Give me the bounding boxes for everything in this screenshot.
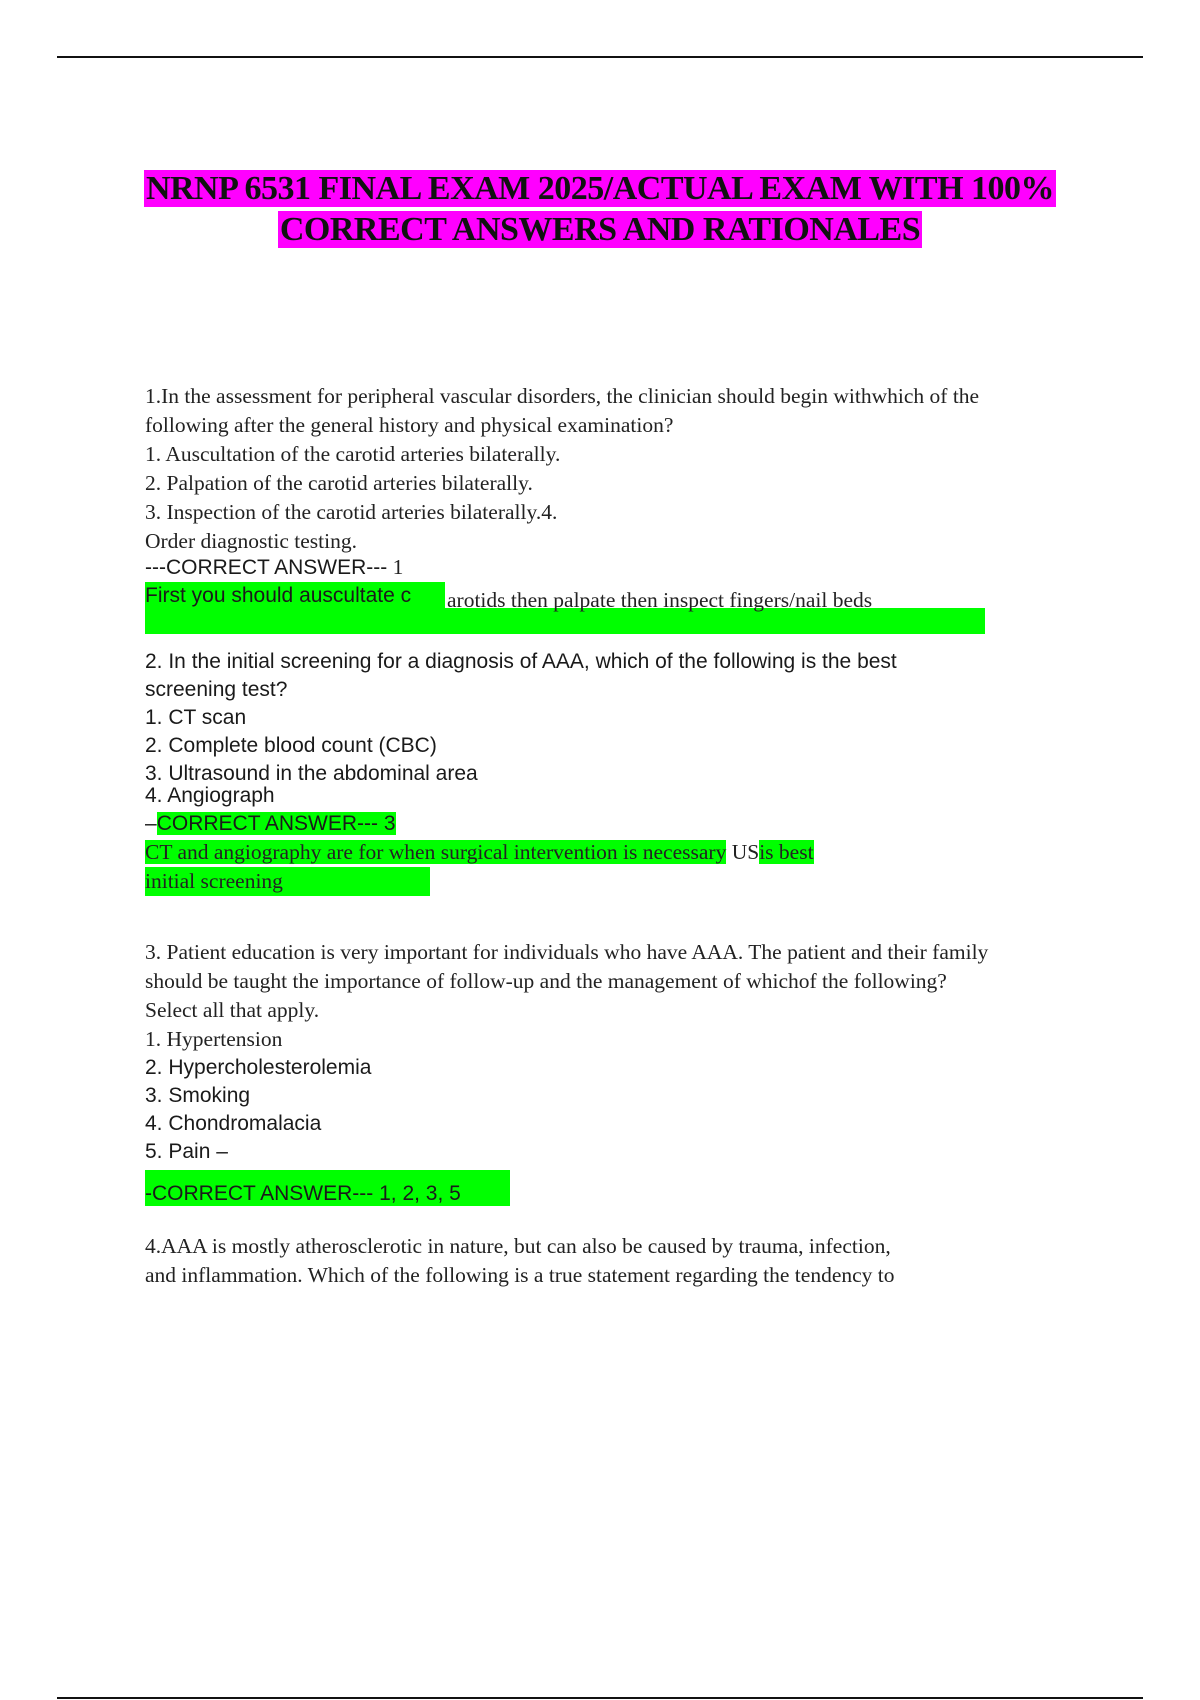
rationale: [145, 867, 1085, 896]
rationale: [145, 582, 985, 634]
rationale: [145, 838, 1085, 867]
bottom-rule: [57, 1697, 1143, 1699]
answer-dash: –: [145, 812, 157, 835]
answer-option: 3. Ultrasound in the abdominal area: [145, 762, 478, 785]
correct-answer: -CORRECT ANSWER--- 1, 2, 3, 5: [145, 1170, 510, 1206]
correct-answer-label: ---CORRECT ANSWER---: [145, 556, 388, 579]
rationale-text: US: [731, 840, 760, 864]
question-stem: 3. Patient education is very important for individuals who have AAA. The patient and their family: [145, 940, 989, 964]
answer-option: 3. Smoking: [145, 1084, 251, 1107]
document-title: [60, 168, 1140, 250]
answer-option: Order diagnostic testing.: [145, 529, 357, 553]
question-1: [145, 382, 1085, 634]
answer-option: 4. Angiograph: [145, 784, 275, 807]
question-stem: Select all that apply.: [145, 998, 320, 1022]
question-stem: screening test?: [145, 678, 288, 701]
answer-option: 3. Inspection of the carotid arteries bilaterally.4.: [145, 500, 558, 524]
rationale-text: First you should auscultate c: [145, 584, 412, 607]
rationale-text: is best: [759, 840, 814, 864]
answer-option: 5. Pain –: [145, 1140, 228, 1163]
correct-answer: [145, 810, 1085, 838]
question-stem: should be taught the importance of follow-up and the management of whichof the following?: [145, 969, 947, 993]
question-stem: 2. In the initial screening for a diagnosis of AAA, which of the following is the best: [145, 650, 897, 673]
correct-answer: [145, 553, 1085, 582]
answer-option: 2. Hypercholesterolemia: [145, 1056, 372, 1079]
question-3: [145, 938, 1085, 1206]
question-stem: following after the general history and physical examination?: [145, 413, 674, 437]
title-line-2: CORRECT ANSWERS AND RATIONALES: [279, 211, 921, 248]
top-rule: [57, 56, 1143, 58]
question-2: [145, 648, 1085, 896]
correct-answer-highlight: [157, 812, 396, 835]
answer-option: 1. Hypertension: [145, 1027, 283, 1051]
rationale-text: CT and angiography are for when surgical intervention is necessary: [145, 840, 727, 864]
question-stem: and inflammation. Which of the following is a true statement regarding the tendency to: [145, 1263, 895, 1287]
answer-option: 2. Complete blood count (CBC): [145, 734, 437, 757]
correct-answer-label: CORRECT ANSWER---: [156, 812, 378, 835]
correct-answer-value: 1: [392, 555, 404, 579]
rationale-text: initial screening: [145, 867, 430, 896]
rationale-text: arotids then palpate then inspect fingers/nail beds: [447, 588, 873, 612]
answer-option: 4. Chondromalacia: [145, 1112, 322, 1135]
answer-option: 1. Auscultation of the carotid arteries bilaterally.: [145, 442, 561, 466]
title-line-1: NRNP 6531 FINAL EXAM 2025/ACTUAL EXAM WITH 100%: [145, 170, 1055, 207]
question-4: [145, 1232, 1085, 1290]
correct-answer-value: 3: [383, 812, 396, 835]
answer-option: 1. CT scan: [145, 706, 247, 729]
question-stem: 1.In the assessment for peripheral vascular disorders, the clinician should begin withwhich of the: [145, 384, 980, 408]
answer-option: 2. Palpation of the carotid arteries bilaterally.: [145, 471, 533, 495]
question-stem: 4.AAA is mostly atherosclerotic in nature, but can also be caused by trauma, infection,: [145, 1234, 891, 1258]
